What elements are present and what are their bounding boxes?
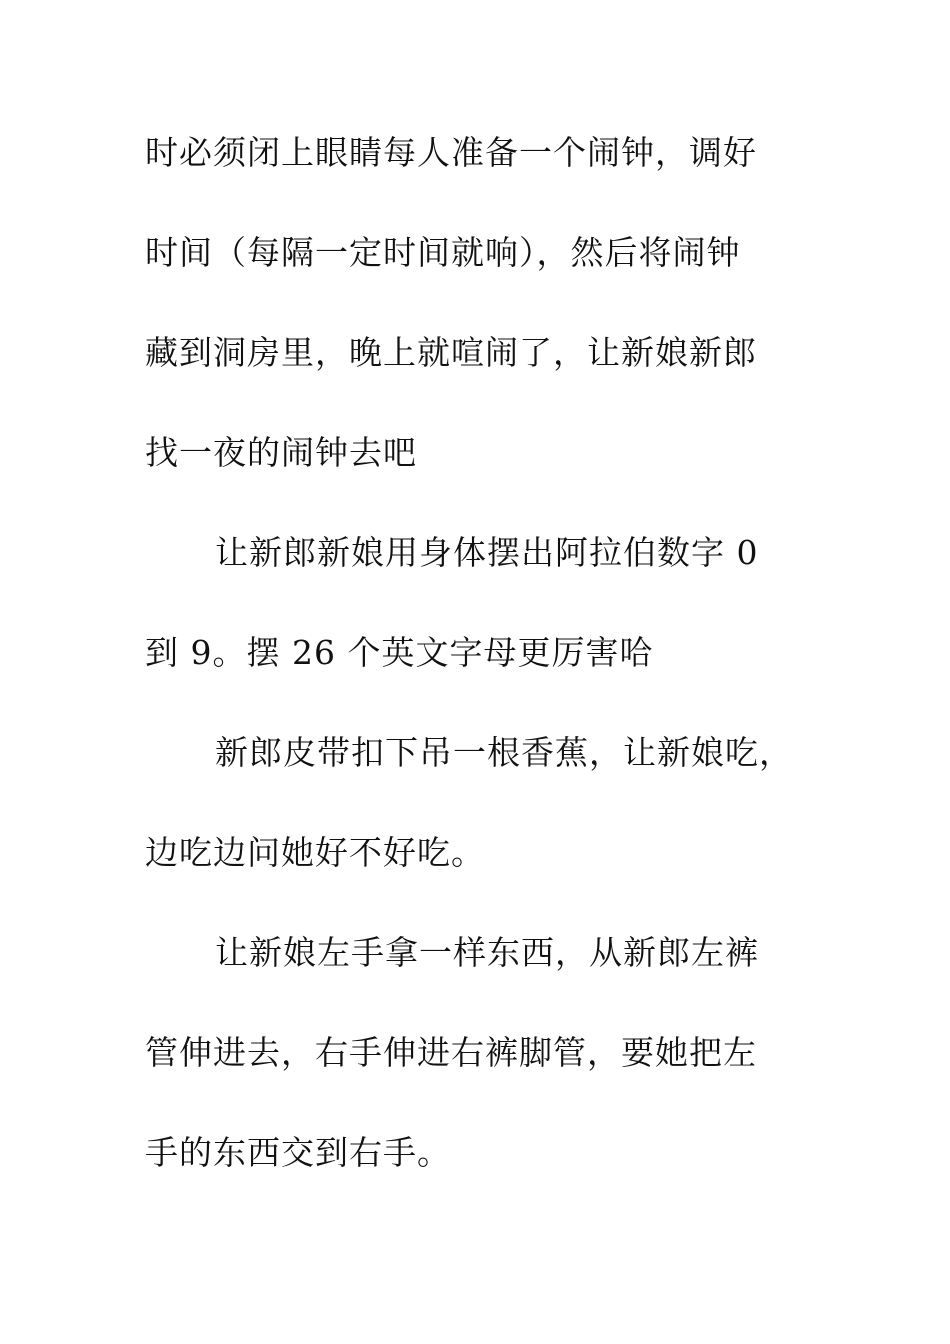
paragraph-3-line-2: 边吃边问她好不好吃。: [145, 833, 485, 872]
text-line-4: 找一夜的闹钟去吧: [145, 433, 417, 472]
text-line-2: 时间（每隔一定时间就响），然后将闹钟: [145, 233, 741, 272]
body-text: [145, 120, 793, 1220]
paragraph-4-line-2: 管伸进去，右手伸进右裤脚管，要她把左: [145, 1033, 757, 1072]
paragraph-2-line-1: 让新郎新娘用身体摆出阿拉伯数字 0: [215, 533, 759, 572]
paragraph-2-line-2: 到 9。摆 26 个英文字母更厉害哈: [145, 633, 654, 672]
paragraph-3-line-1: 新郎皮带扣下吊一根香蕉，让新娘吃，: [215, 733, 793, 772]
paragraph-4-line-1: 让新娘左手拿一样东西，从新郎左裤: [215, 933, 759, 972]
text-line-1: 时必须闭上眼睛每人准备一个闹钟，调好: [145, 133, 757, 172]
paragraph-4-line-3: 手的东西交到右手。: [145, 1133, 451, 1172]
text-line-3: 藏到洞房里，晚上就喧闹了，让新娘新郎: [145, 333, 757, 372]
